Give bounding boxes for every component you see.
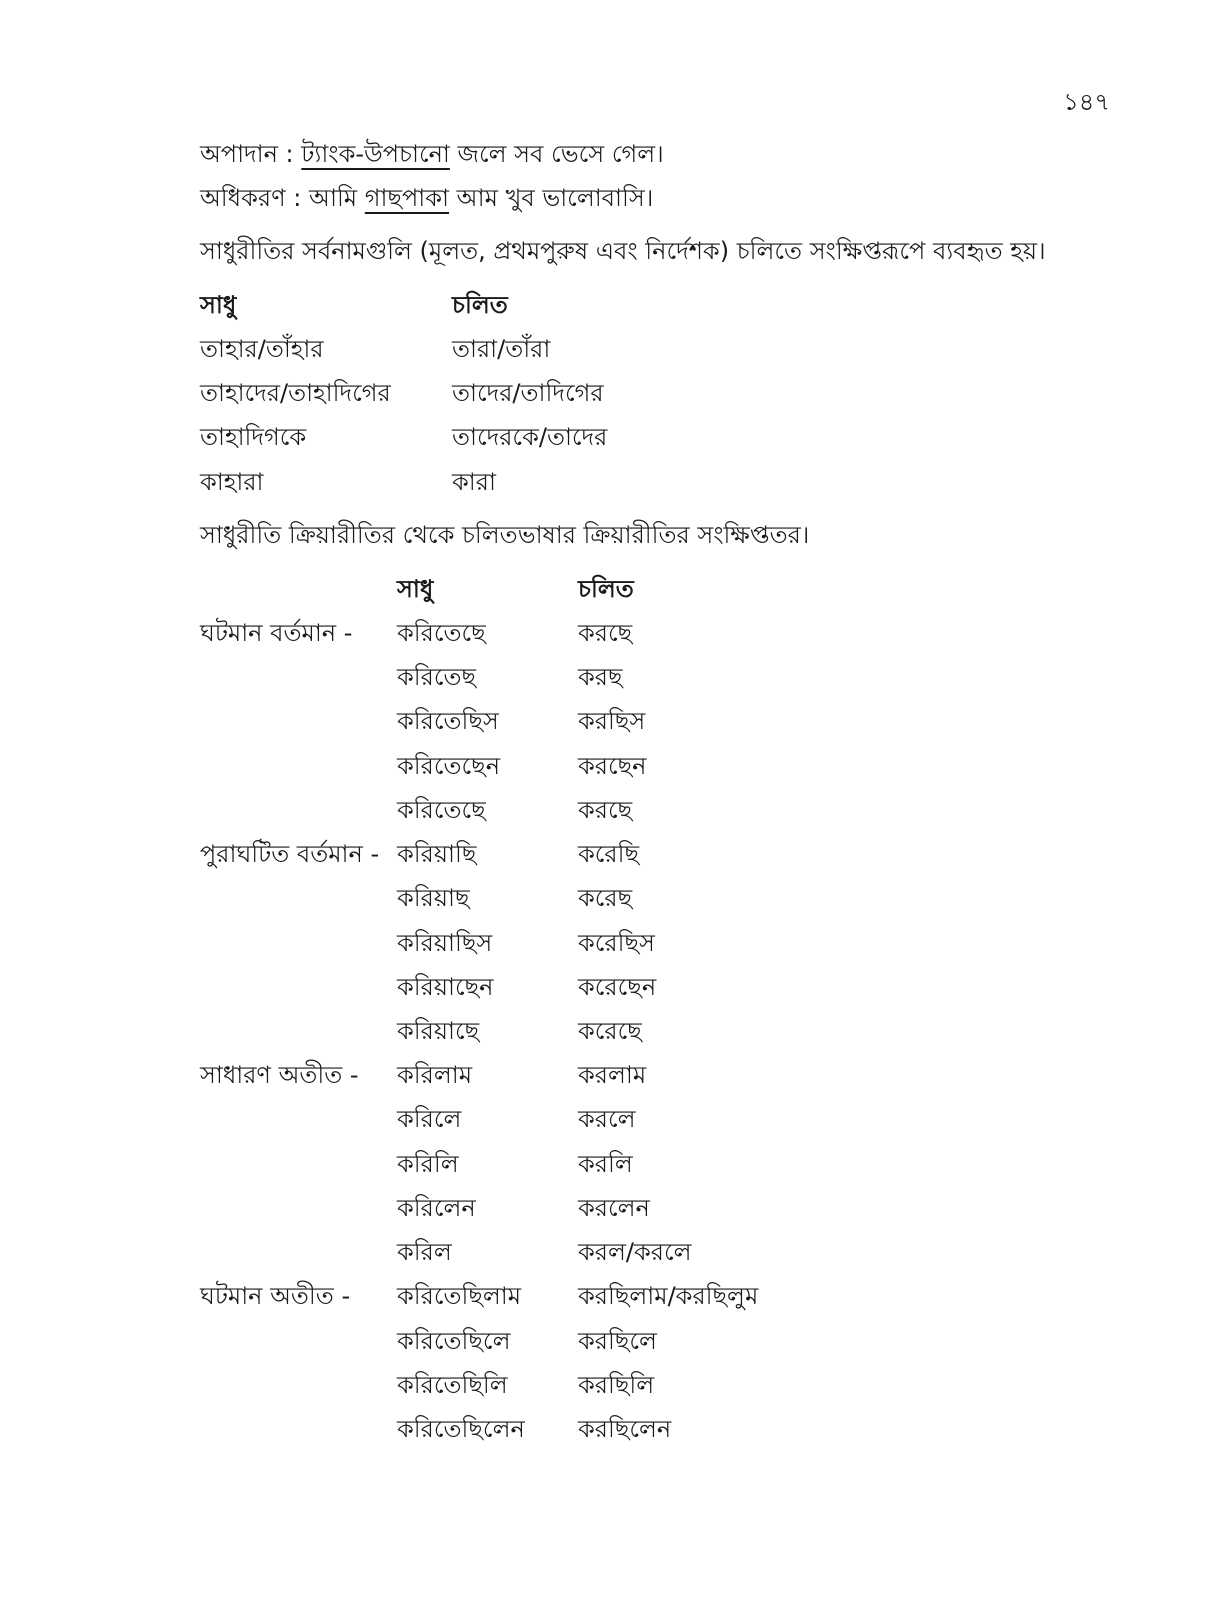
pronoun-header-sadhu: সাধু — [200, 291, 237, 319]
verb-sadhu: করিতেছে — [397, 619, 486, 647]
verb-cholit: করেছি — [578, 840, 640, 868]
page-number: ১৪৭ — [1063, 88, 1110, 116]
pronoun-cholit: কারা — [452, 468, 496, 496]
verb-sadhu: করিতেছিলাম — [397, 1282, 522, 1310]
verb-sadhu: করিলি — [397, 1150, 459, 1178]
pronoun-sadhu: কাহারা — [200, 468, 264, 496]
verb-sadhu: করিল — [397, 1238, 452, 1266]
verb-sadhu: করিতেছে — [397, 796, 486, 824]
verb-cholit: করলাম — [578, 1061, 647, 1089]
verb-cholit: করেছ — [578, 884, 633, 912]
verb-sadhu: করিতেছিস — [397, 707, 499, 735]
pronoun-header-cholit: চলিত — [452, 291, 508, 319]
verb-sadhu: করিয়াছ — [397, 884, 470, 912]
verb-intro: সাধুরীতি ক্রিয়ারীতির থেকে চলিতভাষার ক্রিয়ারীতির সংক্ষিপ্ততর। — [200, 521, 810, 549]
verb-sadhu: করিতেছিলে — [397, 1327, 511, 1355]
verb-sadhu: করিয়াছে — [397, 1017, 480, 1045]
verb-cholit: করছে — [578, 796, 633, 824]
verb-sadhu: করিলেন — [397, 1194, 476, 1222]
example-adhikaran — [200, 180, 653, 220]
verb-cholit: করেছিস — [578, 929, 655, 957]
verb-cholit: করেছে — [578, 1017, 642, 1045]
verb-cholit: করলে — [578, 1105, 636, 1133]
pronoun-sadhu: তাহার/তাঁহার — [200, 335, 324, 363]
verb-cholit: করছেন — [578, 752, 647, 780]
example-label: অধিকরণ : আমি — [200, 184, 365, 212]
tense-label: পুরাঘটিত বর্তমান - — [200, 840, 380, 868]
verb-sadhu: করিয়াছিস — [397, 929, 493, 957]
verb-sadhu: করিতেছিলেন — [397, 1415, 525, 1443]
verb-cholit: করছিস — [578, 707, 646, 735]
underlined-word: গাছপাকা — [364, 184, 450, 212]
verb-cholit: করলি — [578, 1150, 633, 1178]
verb-sadhu: করিলে — [397, 1105, 462, 1133]
example-text: আম খুব ভালোবাসি। — [449, 184, 654, 212]
verb-cholit: করল/করলে — [578, 1238, 692, 1266]
verb-sadhu: করিতেছ — [397, 663, 477, 691]
verb-cholit: করছে — [578, 619, 633, 647]
example-label: অপাদান : — [200, 140, 302, 168]
verb-sadhu: করিতেছেন — [397, 752, 501, 780]
pronoun-intro: সাধুরীতির সর্বনামগুলি (মূলত, প্রথমপুরুষ এবং নির্দেশক) চলিতে সংক্ষিপ্তরূপে ব্যবহৃত হয়। — [200, 237, 1046, 265]
pronoun-cholit: তারা/তাঁরা — [452, 335, 551, 363]
verb-sadhu: করিয়াছেন — [397, 973, 494, 1001]
verb-cholit: করেছেন — [578, 973, 657, 1001]
tense-label: ঘটমান বর্তমান - — [200, 619, 353, 647]
verb-sadhu: করিতেছিলি — [397, 1371, 508, 1399]
pronoun-cholit: তাদেরকে/তাদের — [452, 423, 608, 451]
underlined-word: ট্যাংক-উপচানো — [301, 140, 450, 168]
verb-cholit: করছিলেন — [578, 1415, 672, 1443]
example-text: জলে সব ভেসে গেল। — [449, 140, 664, 168]
verb-cholit: করছিলি — [578, 1371, 655, 1399]
tense-label: সাধারণ অতীত - — [200, 1061, 359, 1089]
verb-sadhu: করিয়াছি — [397, 840, 477, 868]
verb-cholit: করছিলে — [578, 1327, 657, 1355]
verb-header-cholit: চলিত — [578, 575, 634, 603]
verb-cholit: করছিলাম/করছিলুম — [578, 1282, 759, 1310]
verb-sadhu: করিলাম — [397, 1061, 473, 1089]
verb-cholit: করছ — [578, 663, 623, 691]
pronoun-cholit: তাদের/তাদিগের — [452, 379, 604, 407]
tense-label: ঘটমান অতীত - — [200, 1282, 351, 1310]
pronoun-sadhu: তাহাদের/তাহাদিগের — [200, 379, 391, 407]
verb-cholit: করলেন — [578, 1194, 650, 1222]
example-apadan — [200, 136, 664, 176]
verb-header-sadhu: সাধু — [397, 575, 434, 603]
pronoun-sadhu: তাহাদিগকে — [200, 423, 307, 451]
